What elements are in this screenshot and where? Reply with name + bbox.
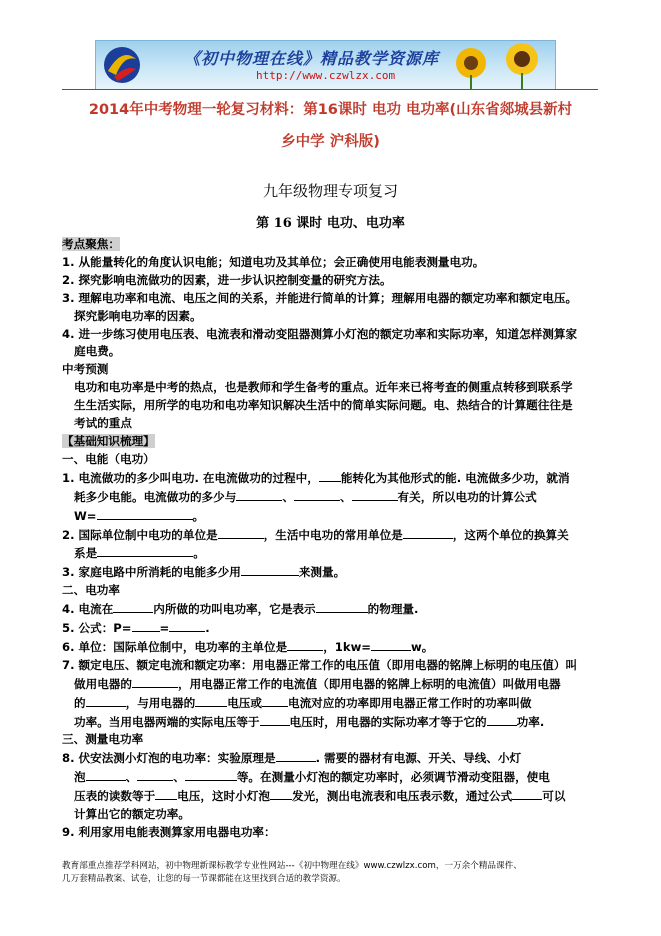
site-logo-icon [102,45,142,85]
question-7-cont: 的 ，与用电器的 电压或 电流对应的功率即用电器正常工作时的功率叫做 [74,695,532,710]
question-8-cont: 计算出它的额定功率。 [74,807,190,822]
page-subtitle: 九年级物理专项复习 [262,182,398,200]
fill-blank[interactable] [260,713,290,726]
banner-title: 《初中物理在线》精品教学资源库 [184,49,440,68]
fill-blank[interactable] [195,694,227,707]
fill-blank[interactable] [276,749,316,762]
question-8-cont: 压表的读数等于 电压，这时小灯泡 发光，测出电流表和电压表示数，通过公式 可以 [74,789,566,804]
section-heading-power: 二、电功率 [62,583,120,598]
question-7: 7. 额定电压、额定电流和额定功率：用电器正常工作的电压值（即用电器的铭牌上标明的电压值）叫 [62,657,578,672]
fill-blank[interactable] [86,768,126,781]
fill-blank[interactable] [270,787,292,800]
question-5: 5. 公式：P= = . [62,621,210,636]
question-3: 3. 家庭电路中所消耗的电能多少用 来测量。 [62,565,346,580]
focus-item: 庭电费。 [74,344,121,359]
section-heading-electric-energy: 一、电能（电功） [62,451,155,466]
fill-blank[interactable] [371,638,411,651]
question-1-formula: W= 。 [74,508,205,523]
footer-line: 教育部重点推荐学科网站，初中物理新课标教学专业性网站---《初中物理在线》www.czwlzx.com，一万余个精品课件、 [62,861,522,871]
fill-blank[interactable] [352,488,398,501]
forecast-line: 生生活实际，用所学的电功和电功率知识解决生活中的简单实际问题。电、热结合的计算题往往是 [74,398,573,413]
focus-item: 4. 进一步练习使用电压表、电流表和滑动变阻器测算小灯泡的额定功率和实际功率，知道怎样测算家 [62,326,578,341]
forecast-line: 电功和电功率是中考的热点，也是教师和学生备考的重点。近年来已将考查的侧重点转移到联系学 [74,380,573,395]
fill-blank[interactable] [319,469,341,482]
focus-item: 1. 从能量转化的角度认识电能；知道电功及其单位；会正确使用电能表测量电功。 [62,254,485,269]
document-body [62,236,602,842]
focus-item: 2. 探究影响电流做功的因素，进一步认识控制变量的研究方法。 [62,272,392,287]
fill-blank[interactable] [137,768,173,781]
question-8-cont: 泡 、 、 等。在测量小灯泡的额定功率时，必须调节滑动变阻器，使电 [74,770,550,785]
question-8: 8. 伏安法测小灯泡的电功率：实验原理是 . 需要的器材有电源、开关、导线、小灯 [62,751,522,766]
banner-url: http://www.czwlzx.com [256,69,396,82]
fill-blank[interactable] [262,694,288,707]
question-2-cont: 系是 。 [74,546,205,561]
lesson-title: 第 16 课时 电功、电功率 [256,216,405,231]
section-heading-measurement: 三、测量电功率 [62,732,144,747]
fill-blank[interactable] [236,488,282,501]
fill-blank[interactable] [218,526,264,539]
footer-line: 几万套精品教案、试卷，让您的每一节课都能在这里找到合适的教学资源。 [62,874,346,884]
basic-knowledge-heading: 【基础知识梳理】 [62,433,155,448]
forecast-heading: 中考预测 [62,362,109,377]
fill-blank[interactable] [403,526,453,539]
fill-blank[interactable] [512,787,542,800]
fill-blank[interactable] [185,768,237,781]
fill-blank[interactable] [86,694,126,707]
fill-blank[interactable] [169,619,205,632]
question-1-cont: 耗多少电能。电流做功的多少与 、 、 有关，所以电功的计算公式 [74,489,537,504]
fill-blank[interactable] [132,619,160,632]
question-7-cont: 功率。当用电器两端的实际电压等于 电压时，用电器的实际功率才等于它的 功率. [74,714,545,729]
fill-blank[interactable] [97,507,193,520]
header-divider [62,89,598,90]
fill-blank[interactable] [97,544,193,557]
fill-blank[interactable] [316,600,368,613]
question-6: 6. 单位：国际单位制中，电功率的主单位是 ，1kw= w。 [62,639,434,654]
question-2: 2. 国际单位制中电功的单位是 ，生活中电功的常用单位是 ，这两个单位的换算关 [62,527,569,542]
question-7-cont: 做用电器的 ，用电器正常工作的电流值（即用电器的铭牌上标明的电流值）叫做用电器 [74,676,561,691]
fill-blank[interactable] [241,563,299,576]
question-1: 1. 电流做功的多少叫电功. 在电流做功的过程中， 能转化为其他形式的能. 电流做多少功，就消 [62,470,570,485]
forecast-line: 考试的重点 [74,416,132,431]
document-title-line-2: 乡中学 沪科版) [281,134,380,150]
focus-heading: 考点聚焦： [62,237,120,251]
fill-blank[interactable] [287,638,323,651]
focus-item: 3. 理解电功率和电流、电压之间的关系，并能进行简单的计算；理解用电器的额定功率和额定电压。 [62,290,578,305]
fill-blank[interactable] [113,600,153,613]
question-4: 4. 电流在 内所做的功叫电功率，它是表示 的物理量. [62,602,419,617]
sunflower-icon [494,41,554,89]
fill-blank[interactable] [132,675,178,688]
fill-blank[interactable] [487,713,517,726]
header-banner [95,40,556,90]
document-title-line-1: 2014年中考物理一轮复习材料：第16课时 电功 电功率(山东省郯城县新村 [88,102,573,118]
fill-blank[interactable] [294,488,340,501]
sunflower-icon [441,41,501,89]
question-9: 9. 利用家用电能表测算家用电器电功率： [62,825,276,839]
fill-blank[interactable] [155,787,177,800]
page-footer [62,860,607,886]
focus-item: 探究影响电功率的因素。 [74,308,202,323]
